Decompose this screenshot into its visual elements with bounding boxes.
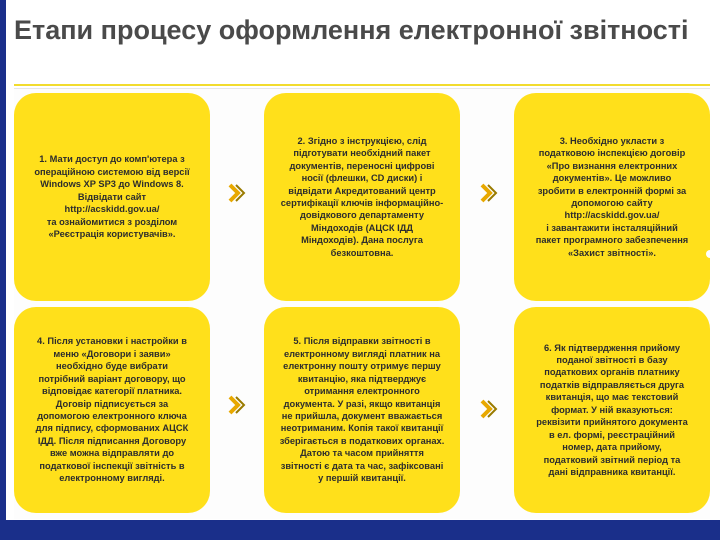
step-card-6 xyxy=(514,307,710,513)
step-card-5 xyxy=(264,307,460,513)
step-2-text: 2. Згідно з інструкцією, слід підготувати необхідний пакет документів, переносні цифрові носії (флешки, CD диски) і відвідати Акредитований центр сертифікації ключів інформаційно- довідкового департаменту Міндоходів (АЦСК ІДД Міндоходів). Дана послуга безкоштовна. xyxy=(280,135,444,258)
step-6-text: 6. Як підтвердження прийому поданої звітності в базу податкових органів платнику податків відправляється друга квитанція, що має текстовий формат. У ній вказуються: реквізити прийнятого документа в ел. формі, реєстраційний номер, дата прийому, податковий звітний період та дані відправника квитанції. xyxy=(536,342,688,478)
step-card-1 xyxy=(14,93,210,301)
step-3-text: 3. Необхідно укласти з податковою інспекцією договір «Про визнання електронних документів». Це можливо зробити в електронній формі за допомогою сайту http://acskidd.gov.ua/ і завантажити інсталяційний пакет програмного забезпечення «Захист звітності». xyxy=(535,135,689,258)
title-underline xyxy=(14,84,710,86)
step-4-text: 4. Після установки і настройки в меню «Договори і заяви» необхідно буде вибрати потрібний варіант договору, що відповідає категорії платника. Договір підписується за допомогою електронного ключа для підпису, сформованих АЦСК ІДД. Після підписання Договору вже можна відправляти до податкової інспекції звітність в електронному вигляді. xyxy=(35,336,189,484)
process-diagram xyxy=(14,88,710,519)
page-title: Етапи процесу оформлення електронної звітності xyxy=(14,15,689,45)
decorative-dot xyxy=(706,250,714,258)
double-chevron-right-icon xyxy=(480,183,498,203)
double-chevron-right-icon xyxy=(480,399,498,419)
bottom-frame-bar xyxy=(0,520,720,540)
step-5-text: 5. Після відправки звітності в електронному вигляді платник на електронну пошту отримує першу квитанцію, яка підтверджує отримання електронного документа. У разі, якщо квитанція не прийшла, документ вважається неотриманим. Копія такої квитанції зберігається в податкових органах. Датою та часом прийняття звітності є дата та час, зафіксовані у першій квитанції. xyxy=(279,336,445,484)
double-chevron-right-icon xyxy=(228,395,246,415)
slide xyxy=(6,0,720,540)
double-chevron-right-icon xyxy=(228,183,246,203)
step-1-text: 1. Мати доступ до комп'ютера з операційною системою від версії Windows XP SP3 до Windows 8. Відвідати сайт http://acskidd.gov.ua/ та ознайомитися з розділом «Реєстрація користувачів». xyxy=(34,154,190,240)
step-card-4 xyxy=(14,307,210,513)
step-card-3 xyxy=(514,93,710,301)
step-card-2 xyxy=(264,93,460,301)
